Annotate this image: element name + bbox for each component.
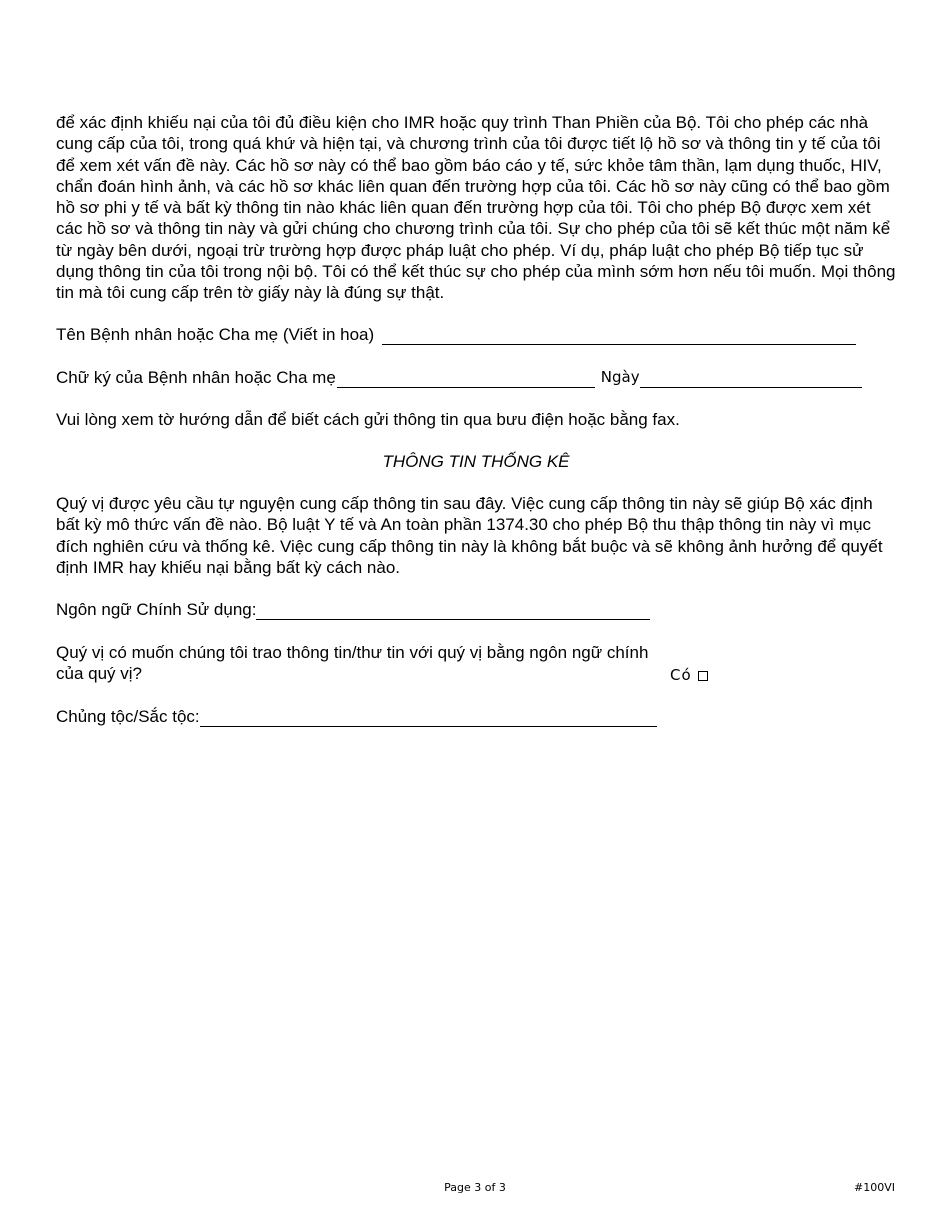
language-question-row [56,642,896,684]
patient-name-field[interactable] [382,327,856,345]
signature-row [56,367,896,388]
ethnicity-row [56,706,896,727]
form-code: #100VI [854,1181,895,1194]
submission-instructions: Vui lòng xem tờ hướng dẫn để biết cách gửi thông tin qua bưu điện hoặc bằng fax. [56,409,680,429]
patient-name-label: Tên Bệnh nhân hoặc Cha mẹ (Viết in hoa) [56,324,375,344]
authorization-paragraph: để xác định khiếu nại của tôi đủ điều kiện cho IMR hoặc quy trình Than Phiền của Bộ. Tôi cho phép các nhà cung cấp của tôi, trong quá khứ và hiện tại, và chương trình của tôi được tiết lộ hồ sơ và thông tin y tế của tôi để xem xét vấn đề này. Các hồ sơ này có thể bao gồm báo cáo y tế, sức khỏe tâm thần, lạm dụng thuốc, HIV, chẩn đoán hình ảnh, và các hồ sơ khác liên quan đến trường hợp của tôi. Các hồ sơ này cũng có thể bao gồm hồ sơ phi y tế và bất kỳ thông tin nào khác liên quan đến trường hợp của tôi. Tôi cho phép Bộ được xem xét các hồ sơ và thông tin này và gửi chúng cho chương trình của tôi. Sự cho phép của tôi sẽ kết thúc một năm kể từ ngày bên dưới, ngoại trừ trường hợp được pháp luật cho phép. Ví dụ, pháp luật cho phép Bộ tiếp tục sử dụng thông tin của tôi trong nội bộ. Tôi có thể kết thúc sự cho phép của mình sớm hơn nếu tôi muốn. Mọi thông tin mà tôi cung cấp trên tờ giấy này là đúng sự thật. [56,113,896,303]
language-label: Ngôn ngữ Chính Sử dụng: [56,600,257,620]
form-page [56,112,896,727]
yes-checkbox[interactable] [698,671,708,681]
statistics-paragraph: Quý vị được yêu cầu tự nguyện cung cấp thông tin sau đây. Việc cung cấp thông tin này sẽ giúp Bộ xác định bất kỳ mô thức vấn đề nào. Bộ luật Y tế và An toàn phần 1374.30 cho phép Bộ thu thập thông tin này vì mục đích nghiên cứu và thống kê. Việc cung cấp thông tin này là không bắt buộc và sẽ không ảnh hưởng để quyết định IMR hay khiếu nại bằng bất kỳ cách nào. [56,493,883,577]
date-label: Ngày [600,367,640,386]
yes-option [670,665,708,686]
date-field[interactable] [640,370,862,388]
language-row [56,599,896,620]
signature-label: Chữ ký của Bệnh nhân hoặc Cha mẹ [56,367,336,387]
ethnicity-field[interactable] [200,709,657,727]
page-number: Page 3 of 3 [444,1181,506,1194]
statistics-title: THÔNG TIN THỐNG KÊ [382,451,570,471]
yes-label: Có [670,666,692,685]
language-field[interactable] [256,602,650,620]
ethnicity-label: Chủng tộc/Sắc tộc: [56,707,200,727]
signature-field[interactable] [337,370,595,388]
language-question: Quý vị có muốn chúng tôi trao thông tin/thư tin với quý vị bằng ngôn ngữ chính của quý vị? [56,643,649,684]
patient-name-row [56,324,896,345]
